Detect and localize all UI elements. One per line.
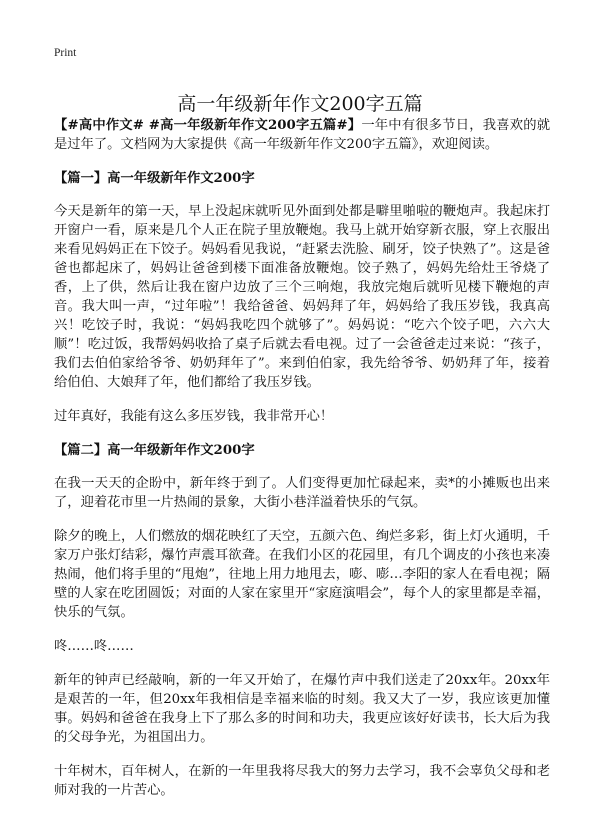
section-2-paragraph-5: 十年树木，百年树人，在新的一年里我将尽我大的努力去学习，我不会辜负父母和老师对我的一片苦心。 xyxy=(54,764,550,798)
section-2-paragraph-1: 在我一天天的企盼中，新年终于到了。人们变得更加忙碌起来，卖*的小摊贩也出来了，迎着花市里一片热闹的景象，大街小巷洋溢着快乐的气氛。 xyxy=(54,476,550,510)
section-1-paragraph-1: 今天是新年的第一天，早上没起床就听见外面到处都是噼里啪啦的鞭炮声。我起床打开窗户一看，原来是几个人正在院子里放鞭炮。我马上就开始穿新衣服，穿上衣服出来看见妈妈正在下饺子。妈妈看见我说，“赶紧去洗脸、刷牙，饺子快熟了”。这是爸爸也都起床了，妈妈让爸爸到楼下面准备放鞭炮。饺子熟了，妈妈先给灶王爷烧了香，上了供，然后让我在窗户边放了三个三响炮，我放完炮后就听见楼下鞭炮的声音。我大叫一声，“过年啦”！我给爸爸、妈妈拜了年，妈妈给了我压岁钱，我真高兴！吃饺子时，我说：“妈妈我吃四个就够了”。妈妈说：“吃六个饺子吧，六六大顺”！吃过饭，我帮妈妈收拾了桌子后就去看电视。过了一会爸爸走过来说：“孩子，我们去伯伯家给爷爷、奶奶拜年了”。来到伯伯家，我先给爷爷、奶奶拜了年，接着给伯伯、大娘拜了年，他们都给了我压岁钱。 xyxy=(54,204,550,390)
article-body xyxy=(54,116,550,815)
section-1-paragraph-2: 过年真好，我能有这么多压岁钱，我非常开心！ xyxy=(54,409,334,424)
page-title: 高一年级新年作文200字五篇 xyxy=(177,92,423,115)
section-heading-1: 【篇一】高一年级新年作文200字 xyxy=(54,171,255,186)
section-heading-2: 【篇二】高一年级新年作文200字 xyxy=(54,443,255,458)
print-link[interactable]: Print xyxy=(54,47,77,59)
intro-paragraph xyxy=(54,116,550,154)
section-2-paragraph-3: 咚……咚…… xyxy=(54,639,134,654)
section-2-paragraph-4: 新年的钟声已经敲响，新的一年又开始了，在爆竹声中我们送走了20xx年。20xx年是艰苦的一年，但20xx年我相信是幸福来临的时刻。我又大了一岁，我应该更加懂事。妈妈和爸爸在我身上下了那么多的时间和功夫，我更应该好好读书，长大后为我的父母争光，为祖国出力。 xyxy=(54,673,550,745)
section-2-paragraph-2: 除夕的晚上，人们燃放的烟花映红了天空，五颜六色、绚烂多彩，街上灯火通明，千家万户张灯结彩，爆竹声震耳欲聋。在我们小区的花园里，有几个调皮的小孩也来凑热闹，他们将手里的“甩炮”，往地上用力地甩去，嘭、嘭…李阳的家人在看电视；隔壁的人家在吃团圆饭；对面的人家在家里开“家庭演唱会”，每个人的家里都是幸福，快乐的气氛。 xyxy=(54,529,550,620)
intro-tags[interactable]: 【#高中作文# #高一年级新年作文200字五篇#】 xyxy=(54,118,362,133)
intro-text: 一年中有很多节日，我喜欢的就是过年了。文档网为大家提供《高一年级新年作文200字五篇》，欢迎阅读。 xyxy=(54,118,551,152)
